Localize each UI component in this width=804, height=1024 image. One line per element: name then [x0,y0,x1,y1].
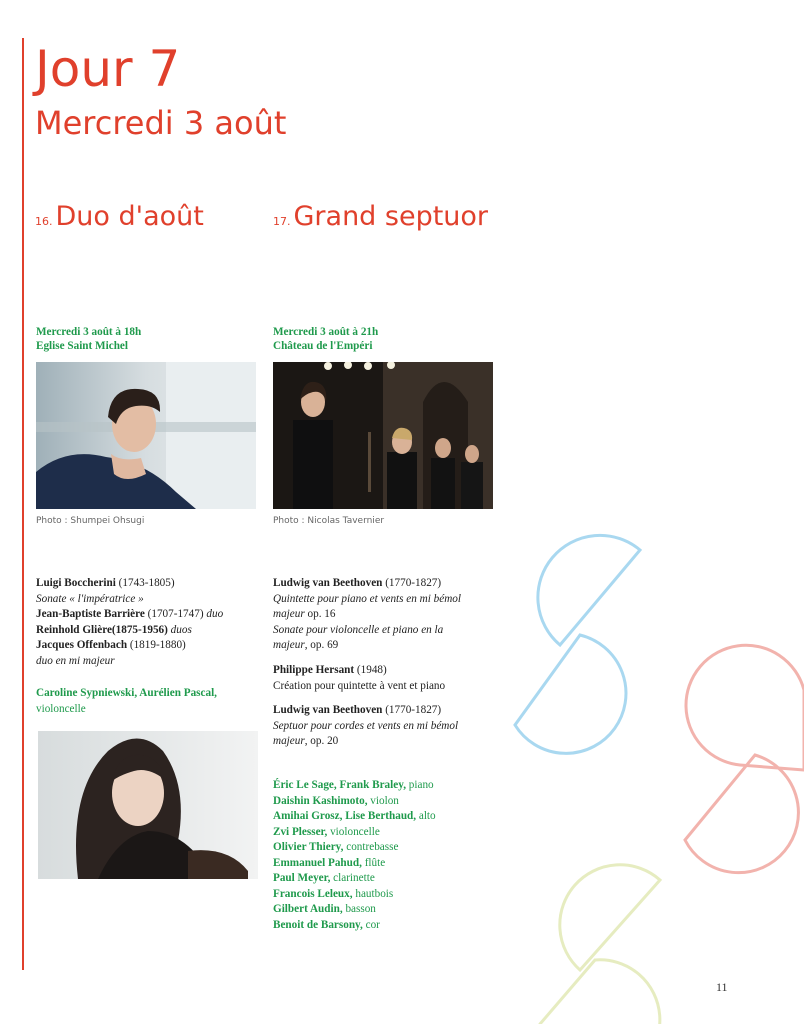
cellist-woman-image [38,731,258,879]
performer-name: Gilbert Audin, [273,903,343,915]
composer-name: Luigi Boccherini [36,577,116,589]
composer-name: Ludwig van Beethoven [273,577,383,589]
composer-dates: (1743-1805) [115,577,175,589]
concert-16-when: Mercredi 3 août à 18h [36,326,142,338]
work-title: Sonate « l'impératrice » [36,592,144,605]
pink-logo-mark [685,645,804,872]
work-title: majeur [273,608,305,621]
composer-name: Philippe Hersant [273,663,355,676]
composer-name: Ludwig van Beethoven [273,704,383,717]
margin-rule [22,38,24,970]
concert-17-venue: Château de l'Empéri [273,340,373,352]
performer-instrument: basson [342,903,376,915]
program-line [273,638,498,654]
performer-line [273,902,503,918]
program-line [36,576,261,592]
performer-instrument: cor [362,918,380,931]
program-block [273,663,498,694]
day-title: Jour 7 [35,40,181,98]
concert-17-schedule [273,325,378,353]
performer-instrument: flûte [361,856,386,869]
work-title: duos [167,623,192,636]
performer-names: Caroline Sypniewski, Aurélien Pascal, [36,687,217,699]
performer-instrument: alto [416,810,436,822]
work-title: duo [206,608,224,621]
performer-name: Paul Meyer, [273,872,331,884]
date-subtitle: Mercredi 3 août [35,104,287,142]
work-title: Quintette pour piano et vents en mi bémol [273,592,461,605]
concert-16-venue: Eglise Saint Michel [36,340,128,352]
concert-16-title [35,203,204,230]
cellist-portrait-image [36,362,256,509]
concert-16-photo-credit: Photo : Shumpei Ohsugi [36,516,145,526]
work-opus: , op. 20 [304,735,339,748]
work-opus: op. 16 [304,608,336,621]
work-title: duo en mi majeur [36,654,115,667]
composer-dates: (1707-1747) [144,608,207,621]
performer-name: Olivier Thiery, [273,841,344,853]
program-line [36,638,261,654]
performer-line [273,918,503,934]
concert-16-performers [36,686,261,717]
concert-17-photo [273,362,493,509]
concert-16-photo [36,362,256,509]
concert-17-title-text: Grand septuor [293,201,489,232]
program-line [273,663,498,679]
blue-logo-mark [515,535,640,753]
program-line [36,623,261,639]
work-title: majeur [273,735,305,748]
yellow-logo-mark [540,865,660,1024]
work-title: majeur [273,639,305,652]
concert-16-schedule [36,325,141,353]
concert-16-title-text: Duo d'août [55,201,204,232]
performer-instrument: clarinette [330,872,375,884]
composer-dates: (1819-1880) [127,639,186,652]
work-opus: , op. 69 [304,639,339,652]
performer-line [273,809,503,825]
concert-17-photo-credit: Photo : Nicolas Tavernier [273,516,385,526]
program-line [36,607,261,623]
performer-line [273,871,503,887]
concert-16-number: 16. [35,215,53,228]
concert-17-title [273,203,488,230]
performer-instrument: violoncelle [36,702,86,715]
performer-line [273,887,503,903]
performer-instrument: violoncelle [327,825,380,838]
performer-line [273,840,503,856]
composer-dates: (1770-1827) [382,704,442,717]
program-line [273,576,498,592]
performer-instrument: hautbois [352,887,394,900]
performer-name: Éric Le Sage, Frank Braley, [273,779,406,791]
program-line [273,703,498,719]
performer-name: Benoit de Barsony, [273,918,363,931]
performer-line [273,825,503,841]
work-title: Création pour quintette à vent et piano [273,679,446,692]
program-line [273,734,498,750]
performer-name: Emmanuel Pahud, [273,856,362,869]
ensemble-stage-image [273,362,493,509]
concert-16-program [36,576,261,670]
performer-instrument: violon [367,794,399,807]
performer-line [273,794,503,810]
composer-name: Jean-Baptiste Barrière [36,608,145,621]
decorative-logo-shapes [500,520,804,1024]
work-title: Septuor pour cordes et vents en mi bémol [273,719,459,732]
concert-17-performers [273,778,503,933]
program-line [273,607,498,623]
performer-line [273,856,503,872]
performer-name: Daishin Kashimoto, [273,794,368,807]
concert-17-number: 17. [273,215,291,228]
composer-name: Reinhold Glière(1875-1956) [36,623,168,636]
performer-instrument: piano [406,779,434,791]
concert-17-program [273,576,498,759]
program-block [273,703,498,750]
performer-name: Amihai Grosz, Lise Berthaud, [273,810,417,822]
performer-line [273,778,503,794]
concert-17-when: Mercredi 3 août à 21h [273,326,379,338]
composer-dates: (1948) [354,663,387,676]
work-title: Sonate pour violoncelle et piano en la [273,623,444,636]
composer-dates: (1770-1827) [382,577,442,589]
performer-name: Zvi Plesser, [273,825,328,838]
program-block [273,576,498,654]
composer-name: Jacques Offenbach [36,639,128,652]
performer-photo [38,731,258,879]
performer-name: Francois Leleux, [273,887,353,900]
performer-instrument: contrebasse [343,841,399,853]
page-number: 11 [716,980,728,994]
